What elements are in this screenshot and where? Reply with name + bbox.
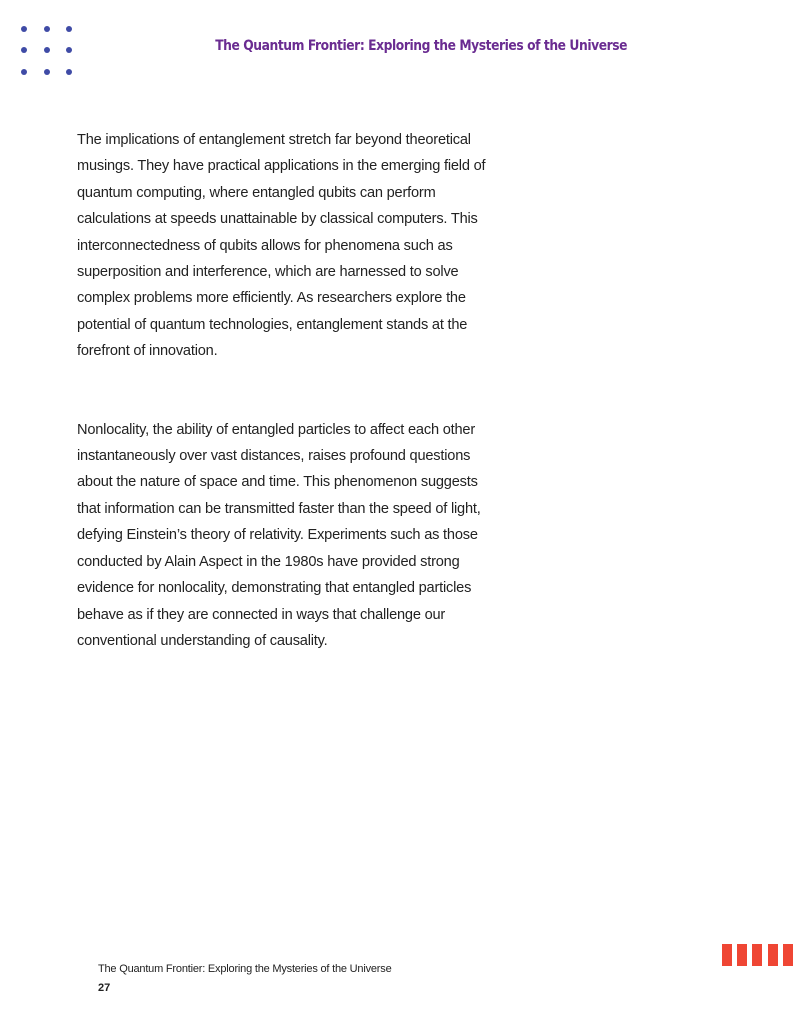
dot xyxy=(66,47,72,53)
decorative-stripe-ornament xyxy=(722,944,794,966)
stripe-bar xyxy=(768,944,778,966)
stripe-bar xyxy=(737,944,747,966)
page-number: 27 xyxy=(98,982,111,994)
body-text xyxy=(77,127,487,654)
dot xyxy=(21,47,27,53)
dot xyxy=(44,69,50,75)
paragraph-nonlocality: Nonlocality, the ability of entangled particles to affect each other instantaneously over vast distances, raises profound questions about the nature of space and time. This phenomenon suggests that information can be transmitted faster than the speed of light, defying Einstein’s theory of relativity. Experiments such as those conducted by Alain Aspect in the 1980s have provided strong evidence for nonlocality, demonstrating that entangled particles behave as if they are connected in ways that challenge our conventional understanding of causality. xyxy=(77,421,481,649)
paragraph-entanglement-applications: The implications of entanglement stretch far beyond theoretical musings. They have practical applications in the emerging field of quantum computing, where entangled qubits can perform calculations at speeds unattainable by classical computers. This interconnectedness of qubits allows for phenomena such as superposition and interference, which are harnessed to solve complex problems more efficiently. As researchers explore the potential of quantum technologies, entanglement stands at the forefront of innovation. xyxy=(77,132,486,360)
stripe-bar xyxy=(783,944,793,966)
dot xyxy=(21,26,27,32)
dot xyxy=(21,69,27,75)
stripe-bar xyxy=(752,944,762,966)
stripe-bar xyxy=(722,944,732,966)
decorative-dot-grid xyxy=(17,22,77,82)
header-title: The Quantum Frontier: Exploring the Mysteries of the Universe xyxy=(215,38,628,54)
footer-title: The Quantum Frontier: Exploring the Mysteries of the Universe xyxy=(98,963,392,975)
dot xyxy=(44,47,50,53)
dot xyxy=(66,69,72,75)
dot xyxy=(44,26,50,32)
dot xyxy=(66,26,72,32)
